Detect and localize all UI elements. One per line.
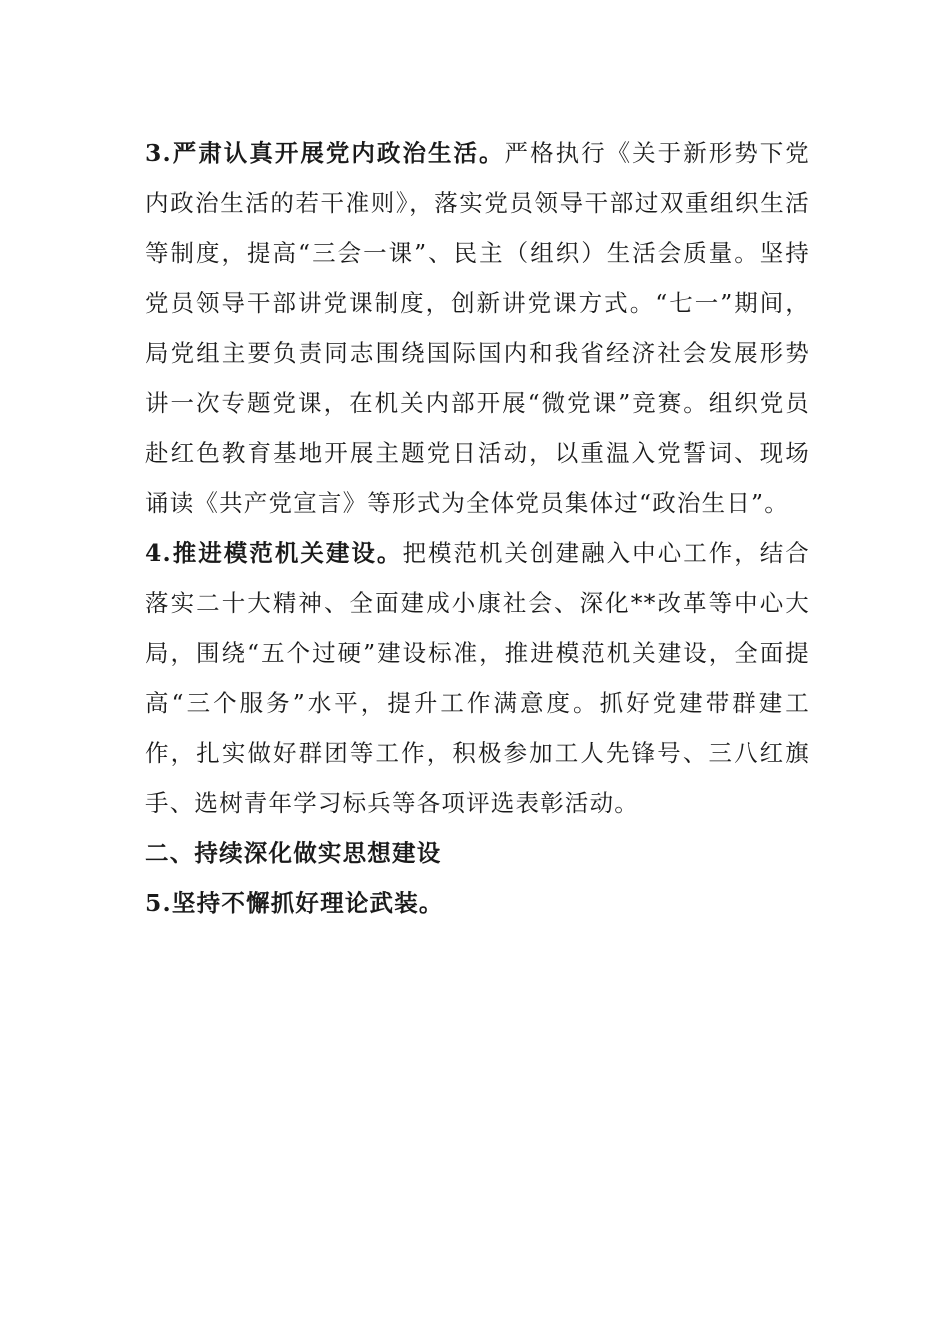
- paragraph-3-lead: 3.严肃认真开展党内政治生活。: [145, 139, 505, 167]
- paragraph-3-body: 严格执行《关于新形势下党内政治生活的若干准则》，落实党员领导干部过双重组织生活等制度，提高“三会一课”、民主（组织）生活会质量。坚持党员领导干部讲党课制度，创新讲党课方式。“七一”期间，局党组主要负责同志围绕国际国内和我省经济社会发展形势讲一次专题党课，在机关内部开展“微党课”竞赛。组织党员赴红色教育基地开展主题党日活动，以重温入党誓词、现场诵读《共产党宣言》等形式为全体党员集体过“政治生日”。: [145, 139, 810, 517]
- paragraph-4: [145, 528, 810, 828]
- item-5-heading: 5.坚持不懈抓好理论武装。: [145, 889, 444, 917]
- paragraph-3: [145, 128, 810, 528]
- section-heading-2: 二、持续深化做实思想建设: [145, 839, 442, 867]
- paragraph-4-body: 把模范机关创建融入中心工作，结合落实二十大精神、全面建成小康社会、深化**改革等中心大局，围绕“五个过硬”建设标准，推进模范机关建设，全面提高“三个服务”水平，提升工作满意度。抓好党建带群建工作，扎实做好群团等工作，积极参加工人先锋号、三八红旗手、选树青年学习标兵等各项评选表彰活动。: [145, 539, 811, 817]
- paragraph-4-lead: 4.推进模范机关建设。: [145, 539, 403, 567]
- document-page: [145, 128, 810, 928]
